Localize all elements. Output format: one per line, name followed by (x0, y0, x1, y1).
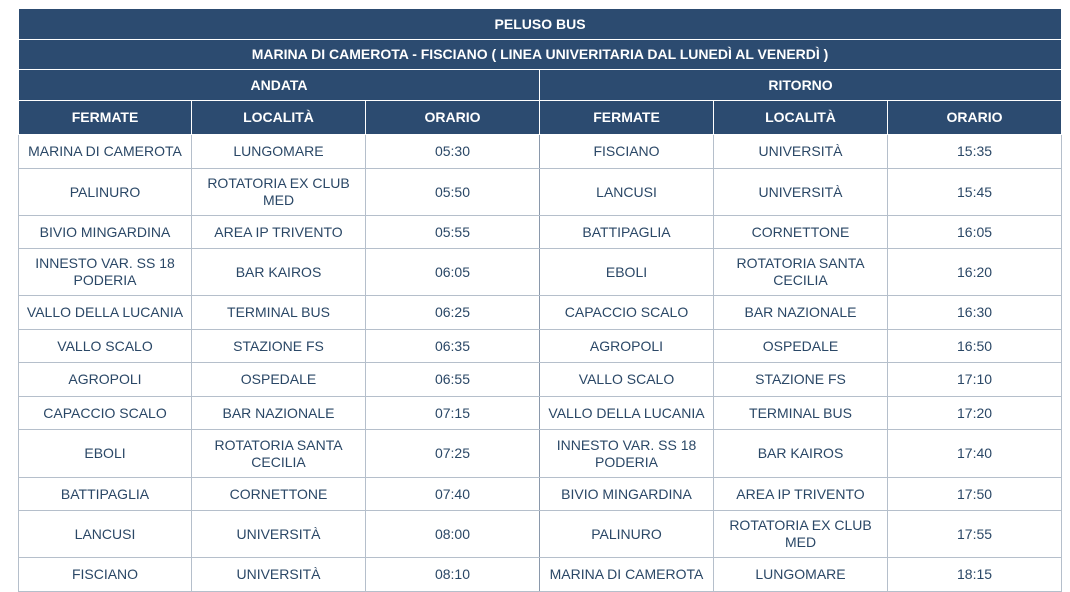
timetable (18, 8, 1061, 592)
route-subtitle: MARINA DI CAMEROTA - FISCIANO ( LINEA UNIVERITARIA DAL LUNEDÌ AL VENERDÌ ) (19, 40, 1062, 70)
andata-localita-cell: STAZIONE FS (192, 330, 366, 363)
ritorno-fermata-cell: EBOLI (540, 249, 714, 296)
ritorno-orario-cell: 16:30 (888, 296, 1062, 330)
table-row (19, 511, 1062, 558)
ritorno-localita-cell: TERMINAL BUS (714, 397, 888, 430)
title-row (19, 9, 1062, 40)
andata-fermata-cell: VALLO SCALO (19, 330, 192, 363)
andata-orario-cell: 08:10 (366, 558, 540, 592)
ritorno-orario-cell: 17:50 (888, 478, 1062, 511)
andata-fermata-cell: CAPACCIO SCALO (19, 397, 192, 430)
ritorno-fermata-cell: CAPACCIO SCALO (540, 296, 714, 330)
ritorno-localita-cell: ROTATORIA SANTA CECILIA (714, 249, 888, 296)
ritorno-fermata-cell: VALLO DELLA LUCANIA (540, 397, 714, 430)
ritorno-localita-cell: BAR KAIROS (714, 430, 888, 478)
ritorno-localita-cell: OSPEDALE (714, 330, 888, 363)
andata-orario-cell: 07:15 (366, 397, 540, 430)
table-row (19, 330, 1062, 363)
ritorno-localita-cell: AREA IP TRIVENTO (714, 478, 888, 511)
ritorno-fermata-cell: AGROPOLI (540, 330, 714, 363)
ritorno-orario-cell: 17:20 (888, 397, 1062, 430)
andata-fermata-cell: BATTIPAGLIA (19, 478, 192, 511)
ritorno-localita-cell: STAZIONE FS (714, 363, 888, 397)
ritorno-localita-cell: LUNGOMARE (714, 558, 888, 592)
ritorno-orario-cell: 18:15 (888, 558, 1062, 592)
ritorno-localita-cell: BAR NAZIONALE (714, 296, 888, 330)
timetable-body (19, 135, 1062, 592)
ritorno-localita-cell: UNIVERSITÀ (714, 135, 888, 169)
andata-localita-cell: BAR KAIROS (192, 249, 366, 296)
andata-heading: ANDATA (19, 70, 540, 101)
andata-localita-cell: CORNETTONE (192, 478, 366, 511)
andata-localita-cell: UNIVERSITÀ (192, 558, 366, 592)
ritorno-orario-cell: 16:05 (888, 216, 1062, 249)
andata-orario-cell: 06:35 (366, 330, 540, 363)
ritorno-localita-cell: ROTATORIA EX CLUB MED (714, 511, 888, 558)
ritorno-orario-cell: 15:35 (888, 135, 1062, 169)
andata-fermata-cell: AGROPOLI (19, 363, 192, 397)
column-header-row (19, 101, 1062, 135)
ritorno-fermata-cell: PALINURO (540, 511, 714, 558)
ritorno-localita-cell: UNIVERSITÀ (714, 169, 888, 216)
andata-localita-cell: OSPEDALE (192, 363, 366, 397)
ritorno-localita-cell: CORNETTONE (714, 216, 888, 249)
andata-orario-cell: 07:25 (366, 430, 540, 478)
andata-fermata-cell: FISCIANO (19, 558, 192, 592)
andata-orario-cell: 08:00 (366, 511, 540, 558)
ritorno-fermata-cell: BATTIPAGLIA (540, 216, 714, 249)
andata-orario-cell: 06:25 (366, 296, 540, 330)
ritorno-orario-cell: 16:50 (888, 330, 1062, 363)
andata-orario-cell: 06:55 (366, 363, 540, 397)
andata-fermata-cell: VALLO DELLA LUCANIA (19, 296, 192, 330)
ritorno-fermata-cell: MARINA DI CAMEROTA (540, 558, 714, 592)
table-row (19, 558, 1062, 592)
table-row (19, 249, 1062, 296)
andata-localita-cell: AREA IP TRIVENTO (192, 216, 366, 249)
col-header-orario-andata: ORARIO (366, 101, 540, 135)
ritorno-fermata-cell: INNESTO VAR. SS 18 PODERIA (540, 430, 714, 478)
ritorno-fermata-cell: VALLO SCALO (540, 363, 714, 397)
andata-orario-cell: 05:30 (366, 135, 540, 169)
andata-fermata-cell: BIVIO MINGARDINA (19, 216, 192, 249)
andata-fermata-cell: INNESTO VAR. SS 18 PODERIA (19, 249, 192, 296)
ritorno-fermata-cell: BIVIO MINGARDINA (540, 478, 714, 511)
ritorno-orario-cell: 17:10 (888, 363, 1062, 397)
col-header-orario-ritorno: ORARIO (888, 101, 1062, 135)
col-header-localita-ritorno: LOCALITÀ (714, 101, 888, 135)
andata-localita-cell: BAR NAZIONALE (192, 397, 366, 430)
andata-orario-cell: 06:05 (366, 249, 540, 296)
andata-fermata-cell: PALINURO (19, 169, 192, 216)
andata-localita-cell: UNIVERSITÀ (192, 511, 366, 558)
andata-localita-cell: ROTATORIA EX CLUB MED (192, 169, 366, 216)
andata-localita-cell: ROTATORIA SANTA CECILIA (192, 430, 366, 478)
andata-fermata-cell: EBOLI (19, 430, 192, 478)
table-row (19, 169, 1062, 216)
andata-orario-cell: 05:55 (366, 216, 540, 249)
andata-orario-cell: 05:50 (366, 169, 540, 216)
direction-row (19, 70, 1062, 101)
ritorno-orario-cell: 15:45 (888, 169, 1062, 216)
andata-orario-cell: 07:40 (366, 478, 540, 511)
col-header-fermate-andata: FERMATE (19, 101, 192, 135)
table-row (19, 296, 1062, 330)
table-row (19, 363, 1062, 397)
andata-fermata-cell: MARINA DI CAMEROTA (19, 135, 192, 169)
andata-fermata-cell: LANCUSI (19, 511, 192, 558)
table-row (19, 430, 1062, 478)
ritorno-orario-cell: 17:40 (888, 430, 1062, 478)
ritorno-heading: RITORNO (540, 70, 1062, 101)
ritorno-fermata-cell: LANCUSI (540, 169, 714, 216)
table-row (19, 216, 1062, 249)
ritorno-orario-cell: 17:55 (888, 511, 1062, 558)
table-row (19, 135, 1062, 169)
table-row (19, 397, 1062, 430)
timetable-table (18, 8, 1062, 592)
table-row (19, 478, 1062, 511)
andata-localita-cell: LUNGOMARE (192, 135, 366, 169)
col-header-localita-andata: LOCALITÀ (192, 101, 366, 135)
ritorno-fermata-cell: FISCIANO (540, 135, 714, 169)
subtitle-row (19, 40, 1062, 70)
ritorno-orario-cell: 16:20 (888, 249, 1062, 296)
andata-localita-cell: TERMINAL BUS (192, 296, 366, 330)
page-title: PELUSO BUS (19, 9, 1062, 40)
col-header-fermate-ritorno: FERMATE (540, 101, 714, 135)
